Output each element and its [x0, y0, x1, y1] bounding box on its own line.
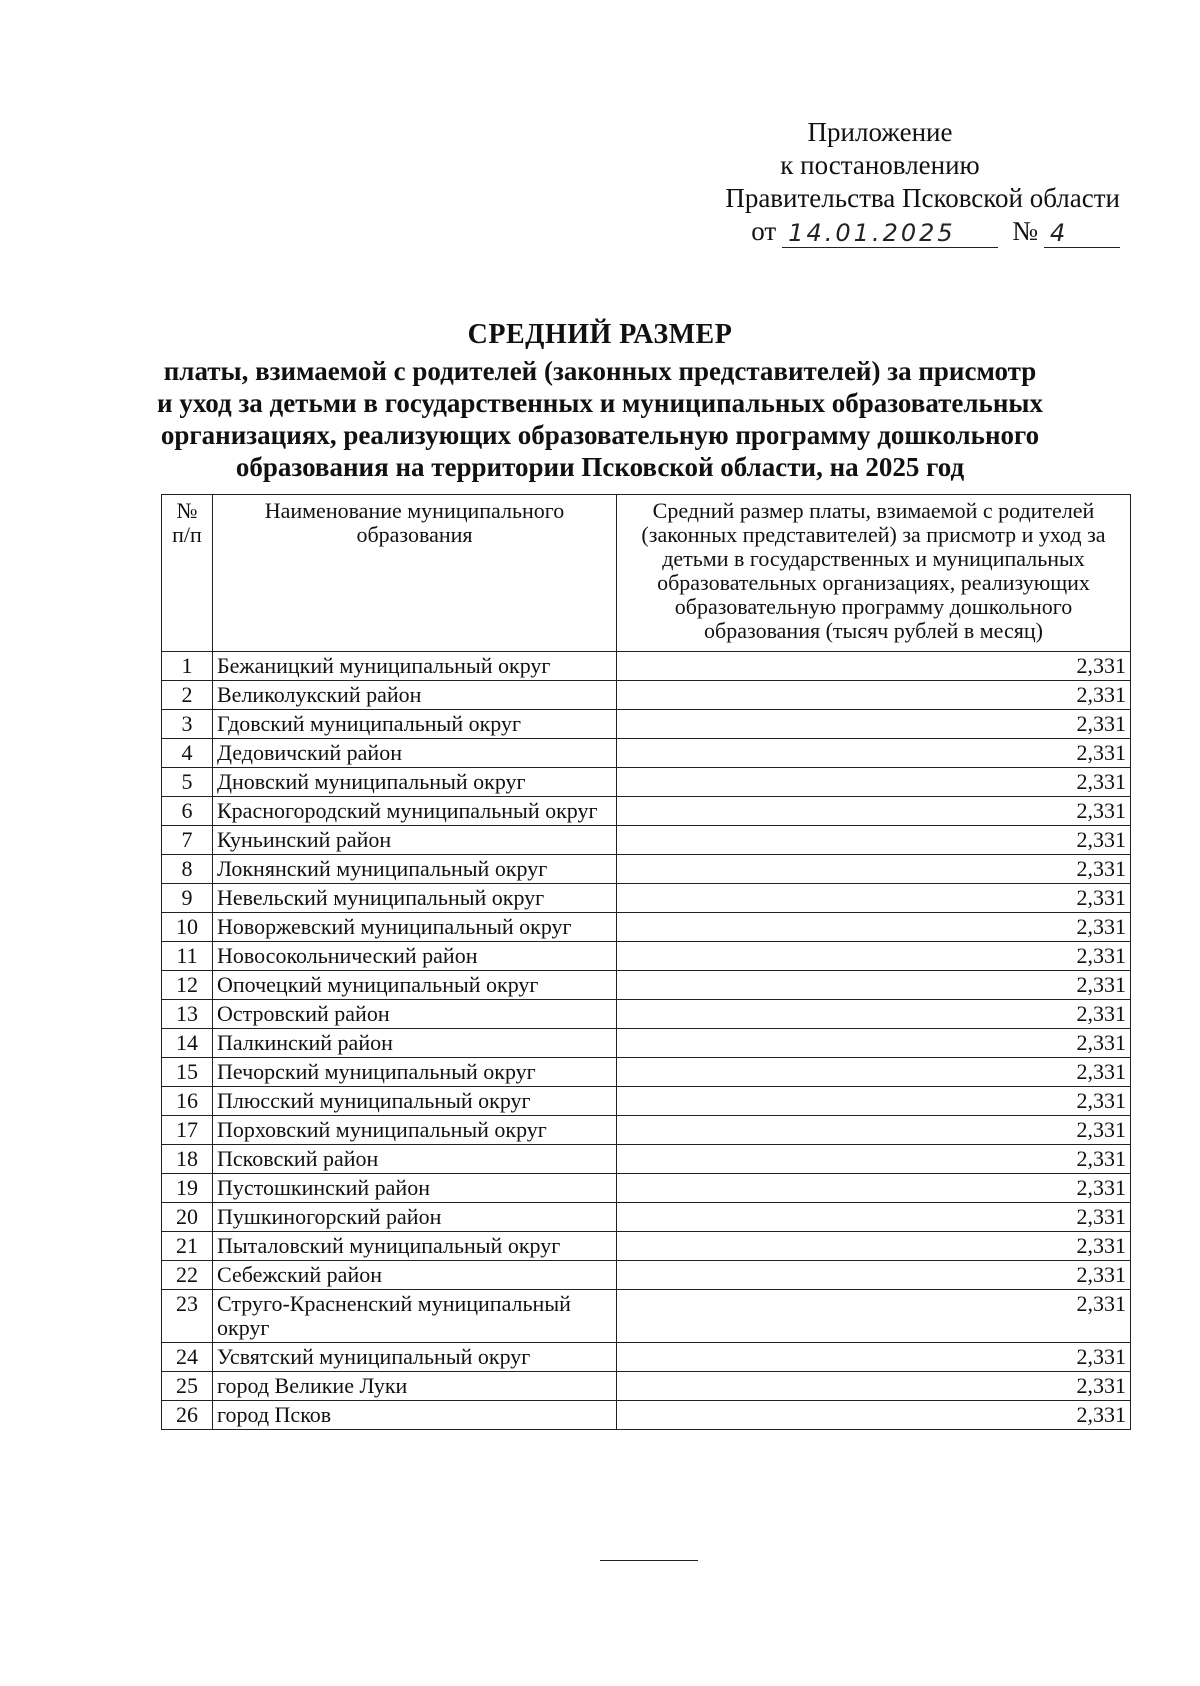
row-number: 6: [162, 797, 213, 826]
row-municipality: Пыталовский муниципальный округ: [213, 1232, 617, 1261]
row-fee: 2,331: [617, 1290, 1131, 1343]
annex-title: Приложение: [807, 117, 953, 147]
table-row: [162, 710, 1131, 739]
row-municipality: Красногородский муниципальный округ: [213, 797, 617, 826]
row-municipality: Плюсский муниципальный округ: [213, 1087, 617, 1116]
date-prefix: от: [751, 216, 777, 246]
row-municipality: Новосокольнический район: [213, 942, 617, 971]
row-number: 23: [162, 1290, 213, 1343]
row-municipality: Струго-Красненский муниципальный округ: [213, 1290, 617, 1343]
row-fee: 2,331: [617, 768, 1131, 797]
row-fee: 2,331: [617, 913, 1131, 942]
row-number: 9: [162, 884, 213, 913]
row-fee: 2,331: [617, 1203, 1131, 1232]
row-number: 11: [162, 942, 213, 971]
document-title: [150, 317, 1050, 483]
table-row: [162, 1401, 1131, 1430]
row-number: 18: [162, 1145, 213, 1174]
row-number: 5: [162, 768, 213, 797]
row-fee: 2,331: [617, 1000, 1131, 1029]
table-row: [162, 884, 1131, 913]
row-fee: 2,331: [617, 942, 1131, 971]
annex-reference: к постановлению: [780, 150, 980, 180]
row-number: 20: [162, 1203, 213, 1232]
row-municipality: Невельский муниципальный округ: [213, 884, 617, 913]
row-fee: 2,331: [617, 971, 1131, 1000]
row-municipality: Печорский муниципальный округ: [213, 1058, 617, 1087]
table-row: [162, 1372, 1131, 1401]
table-row: [162, 1203, 1131, 1232]
handwritten-number: 4: [1044, 219, 1120, 248]
row-municipality: Опочецкий муниципальный округ: [213, 971, 617, 1000]
row-municipality: Гдовский муниципальный округ: [213, 710, 617, 739]
row-fee: 2,331: [617, 1029, 1131, 1058]
table-row: [162, 797, 1131, 826]
table-row: [162, 1290, 1131, 1343]
table-header-row: [162, 495, 1131, 652]
table-body: [162, 652, 1131, 1430]
row-fee: 2,331: [617, 1261, 1131, 1290]
row-municipality: Бежаницкий муниципальный округ: [213, 652, 617, 681]
row-municipality: Себежский район: [213, 1261, 617, 1290]
row-number: 19: [162, 1174, 213, 1203]
row-number: 26: [162, 1401, 213, 1430]
table-row: [162, 971, 1131, 1000]
row-number: 12: [162, 971, 213, 1000]
row-municipality: Дедовичский район: [213, 739, 617, 768]
table-row: [162, 1232, 1131, 1261]
title-sub-line: образования на территории Псковской области, на 2025 год: [235, 452, 965, 482]
table-row: [162, 1145, 1131, 1174]
table-row: [162, 855, 1131, 884]
row-number: 1: [162, 652, 213, 681]
row-number: 22: [162, 1261, 213, 1290]
title-sub-line: и уход за детьми в государственных и муниципальных образовательных: [157, 388, 1043, 418]
handwritten-date: 14.01.2025: [782, 219, 998, 248]
row-number: 10: [162, 913, 213, 942]
row-number: 8: [162, 855, 213, 884]
row-fee: 2,331: [617, 652, 1131, 681]
row-fee: 2,331: [617, 797, 1131, 826]
row-number: 13: [162, 1000, 213, 1029]
row-municipality: Новоржевский муниципальный округ: [213, 913, 617, 942]
row-municipality: Усвятский муниципальный округ: [213, 1343, 617, 1372]
row-fee: 2,331: [617, 1058, 1131, 1087]
row-fee: 2,331: [617, 1343, 1131, 1372]
row-fee: 2,331: [617, 826, 1131, 855]
table-row: [162, 1116, 1131, 1145]
row-fee: 2,331: [617, 739, 1131, 768]
table-row: [162, 913, 1131, 942]
table-row: [162, 1058, 1131, 1087]
table-row: [162, 826, 1131, 855]
row-municipality: Дновский муниципальный округ: [213, 768, 617, 797]
row-fee: 2,331: [617, 1401, 1131, 1430]
title-sub-line: платы, взимаемой с родителей (законных представителей) за присмотр: [163, 356, 1037, 386]
row-fee: 2,331: [617, 1145, 1131, 1174]
row-number: 4: [162, 739, 213, 768]
row-municipality: Пустошкинский район: [213, 1174, 617, 1203]
header-fee: Средний размер платы, взимаемой с родителей (законных представителей) за присмотр и уход за детьми в государственных и муниципальных образовательных организациях, реализующих образовательную программу дошкольного образования (тысяч рублей в месяц): [617, 495, 1131, 652]
row-number: 7: [162, 826, 213, 855]
table-row: [162, 1261, 1131, 1290]
row-number: 14: [162, 1029, 213, 1058]
row-number: 21: [162, 1232, 213, 1261]
table-row: [162, 652, 1131, 681]
row-fee: 2,331: [617, 1232, 1131, 1261]
title-sub-line: организациях, реализующих образовательную программу дошкольного: [160, 420, 1040, 450]
table-row: [162, 1000, 1131, 1029]
row-fee: 2,331: [617, 1174, 1131, 1203]
annex-header: [640, 116, 1120, 248]
row-municipality: Палкинский район: [213, 1029, 617, 1058]
row-municipality: город Великие Луки: [213, 1372, 617, 1401]
row-municipality: Великолукский район: [213, 681, 617, 710]
row-number: 24: [162, 1343, 213, 1372]
fees-table: [161, 494, 1131, 1430]
title-subtitle: [150, 355, 1050, 483]
row-municipality: город Псков: [213, 1401, 617, 1430]
row-number: 3: [162, 710, 213, 739]
row-number: 2: [162, 681, 213, 710]
title-main: СРЕДНИЙ РАЗМЕР: [467, 319, 733, 350]
table-row: [162, 1343, 1131, 1372]
table-row: [162, 1087, 1131, 1116]
row-number: 15: [162, 1058, 213, 1087]
table-row: [162, 1174, 1131, 1203]
row-municipality: Островский район: [213, 1000, 617, 1029]
table-row: [162, 768, 1131, 797]
row-fee: 2,331: [617, 884, 1131, 913]
table-row: [162, 739, 1131, 768]
row-municipality: Пушкиногорский район: [213, 1203, 617, 1232]
header-municipality: Наименование муниципального образования: [213, 495, 617, 652]
row-fee: 2,331: [617, 1087, 1131, 1116]
end-divider: [600, 1560, 698, 1561]
header-number: № п/п: [162, 495, 213, 652]
row-municipality: Псковский район: [213, 1145, 617, 1174]
row-municipality: Локнянский муниципальный округ: [213, 855, 617, 884]
row-municipality: Куньинский район: [213, 826, 617, 855]
row-fee: 2,331: [617, 1372, 1131, 1401]
row-fee: 2,331: [617, 681, 1131, 710]
table-row: [162, 942, 1131, 971]
table-row: [162, 681, 1131, 710]
row-fee: 2,331: [617, 1116, 1131, 1145]
row-number: 16: [162, 1087, 213, 1116]
annex-authority: Правительства Псковской области: [725, 183, 1120, 213]
row-number: 25: [162, 1372, 213, 1401]
number-prefix: №: [1012, 216, 1038, 246]
annex-date-number-line: [640, 215, 1120, 248]
row-fee: 2,331: [617, 855, 1131, 884]
table-row: [162, 1029, 1131, 1058]
row-number: 17: [162, 1116, 213, 1145]
row-municipality: Порховский муниципальный округ: [213, 1116, 617, 1145]
row-fee: 2,331: [617, 710, 1131, 739]
